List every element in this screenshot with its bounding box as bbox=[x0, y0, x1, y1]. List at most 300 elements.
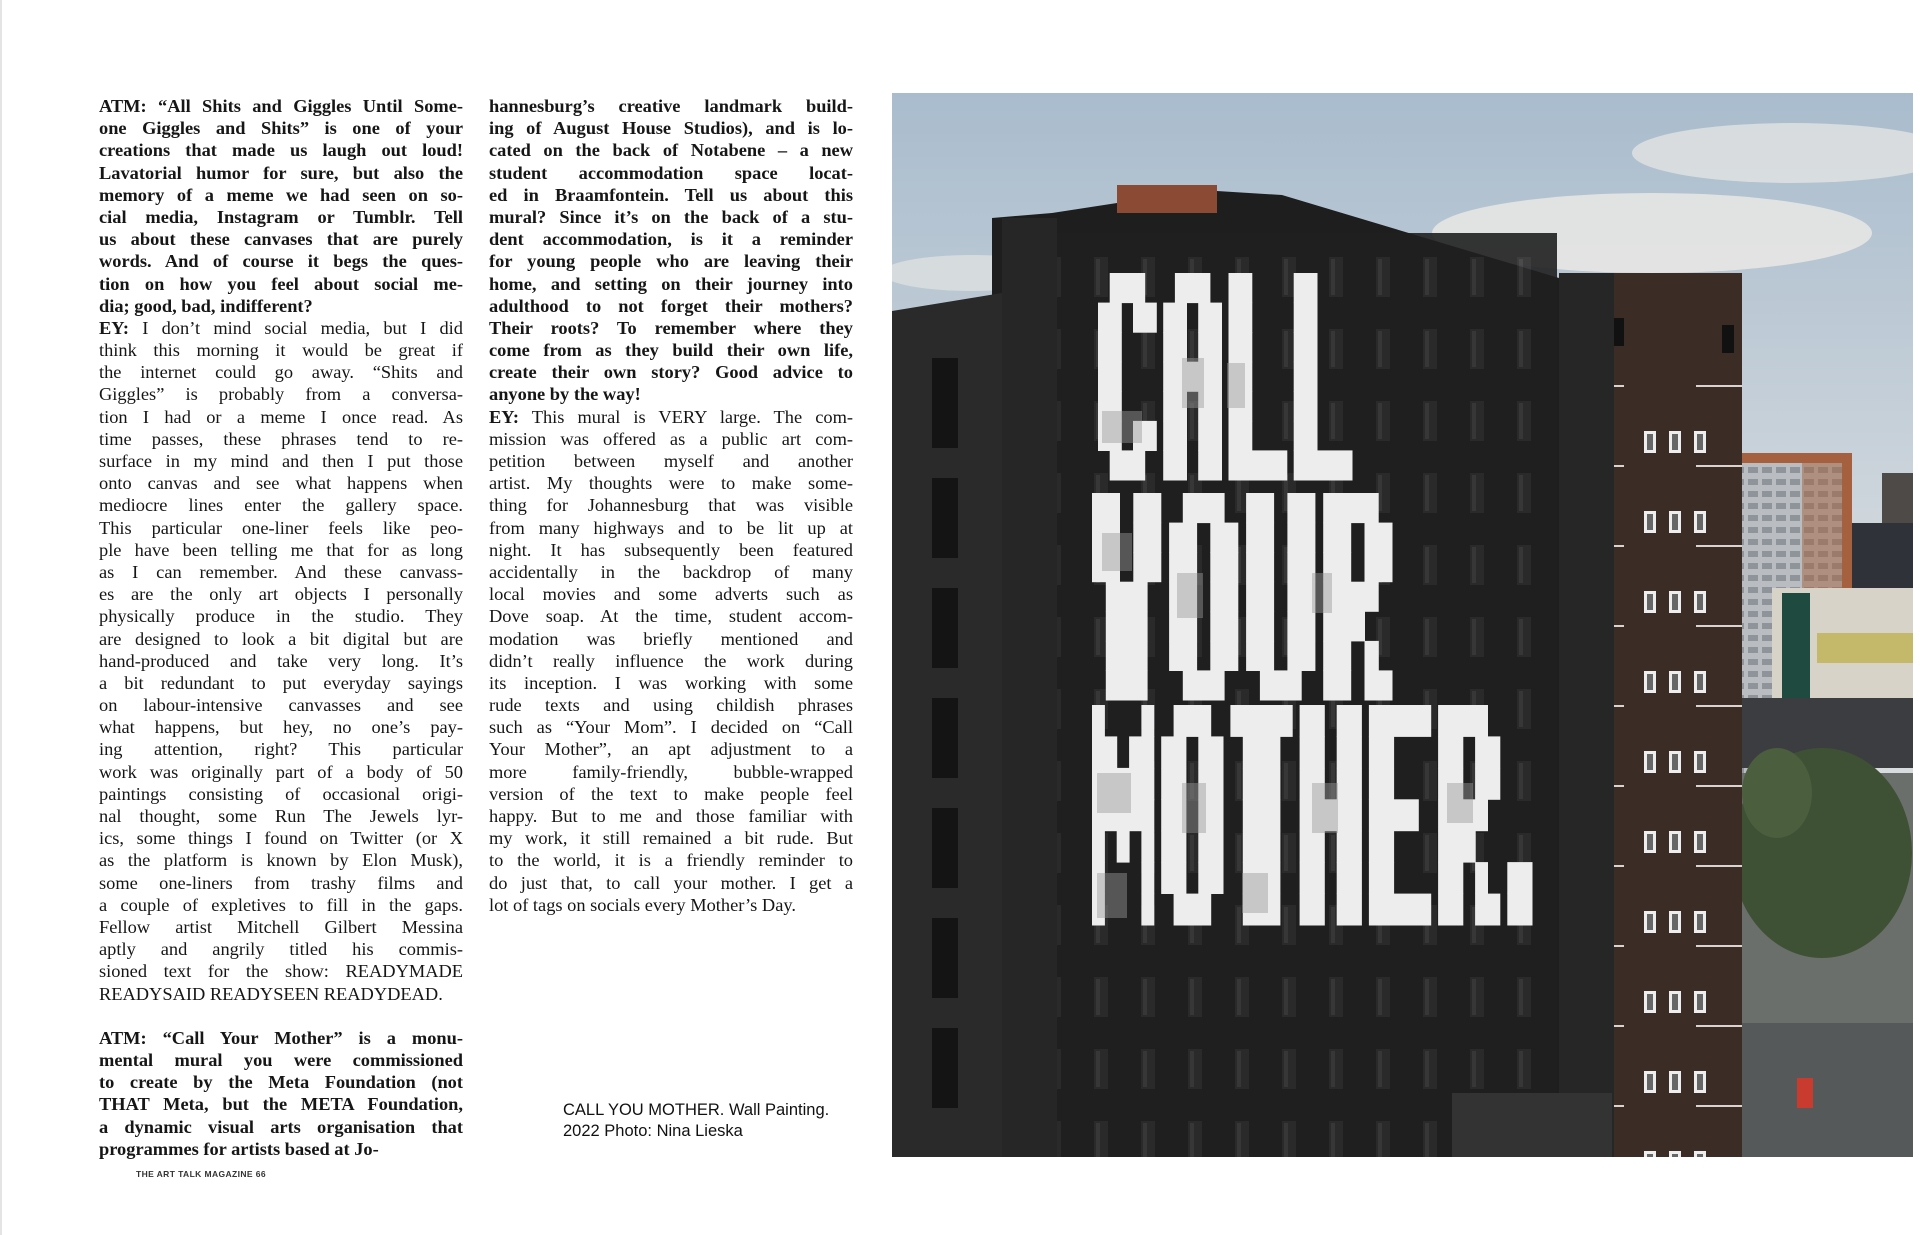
line-content bbox=[489, 296, 853, 316]
tree bbox=[1742, 748, 1812, 838]
text-line bbox=[99, 916, 463, 938]
text-line bbox=[489, 539, 853, 561]
mural-letter-block bbox=[1106, 611, 1148, 641]
line-text: us about these canvases that are purely bbox=[99, 229, 463, 250]
line-content bbox=[99, 739, 463, 759]
mural-letter-block bbox=[1337, 894, 1362, 926]
line-content bbox=[489, 118, 853, 138]
mural-letter-block bbox=[1161, 831, 1186, 863]
mural-letter-block bbox=[1229, 303, 1253, 333]
line-content bbox=[489, 495, 853, 515]
mural-letter-block bbox=[1169, 641, 1197, 671]
line-content bbox=[489, 673, 853, 693]
line-text: to the world, it is a friendly reminder to bbox=[489, 850, 853, 871]
text-line bbox=[99, 716, 463, 738]
text-line bbox=[99, 295, 463, 317]
text-line bbox=[99, 406, 463, 428]
text-line bbox=[99, 1093, 463, 1115]
text-line bbox=[489, 894, 853, 916]
text-line bbox=[99, 1049, 463, 1071]
line-content bbox=[99, 584, 463, 604]
mural-letter-block bbox=[1117, 831, 1130, 863]
line-text: Your Mother”, an apt adjustment to a bbox=[489, 739, 853, 760]
line-text: mural? Since it’s on the back of a stu- bbox=[489, 206, 853, 227]
page-footer: THE ART TALK MAGAZINE 66 bbox=[136, 1169, 267, 1179]
mural-letter-block bbox=[1438, 862, 1463, 894]
text-line bbox=[99, 738, 463, 760]
line-content bbox=[99, 362, 463, 382]
line-text: to create by the Meta Foundation (not bbox=[99, 1072, 463, 1093]
line-text: artist. My thoughts were to make some- bbox=[489, 473, 853, 494]
line-text: didn’t really influence the work during bbox=[489, 650, 853, 671]
line-text: happy. But to me and those familiar with bbox=[489, 806, 853, 826]
line-text: aptly and angrily titled his commis- bbox=[99, 939, 463, 960]
mural-letter-block bbox=[1183, 670, 1225, 700]
text-line bbox=[99, 273, 463, 295]
line-text: sioned text for the show: READYMADE bbox=[99, 961, 463, 982]
line-content bbox=[99, 562, 463, 582]
line-text: local movies and some adverts such as bbox=[489, 584, 853, 605]
mural-letter-block bbox=[1294, 273, 1318, 303]
text-line bbox=[99, 783, 463, 805]
line-content bbox=[99, 1050, 463, 1070]
line-text: rude texts and using childish phrases bbox=[489, 695, 853, 716]
mural-letter-block bbox=[1369, 768, 1394, 800]
line-content bbox=[99, 1117, 463, 1137]
text-line bbox=[489, 184, 853, 206]
mural-letter-block bbox=[1110, 450, 1146, 480]
text-line bbox=[489, 716, 853, 738]
text-line bbox=[99, 517, 463, 539]
mural-letter-block bbox=[1210, 611, 1238, 641]
line-text: I don’t mind social media, but I did bbox=[128, 317, 463, 338]
line-content bbox=[489, 229, 853, 249]
line-content bbox=[489, 207, 853, 227]
mural-letter-block bbox=[1230, 705, 1292, 737]
line-text: THAT Meta, but the META Foundation, bbox=[99, 1094, 463, 1115]
line-text: version of the text to make people feel bbox=[489, 783, 853, 804]
text-line bbox=[99, 694, 463, 716]
line-text: thing for Johannesburg that was visible bbox=[489, 495, 853, 516]
mural-letter-block bbox=[1287, 611, 1315, 641]
line-content bbox=[489, 873, 853, 893]
mural-letter bbox=[1507, 862, 1532, 925]
line-content bbox=[489, 340, 853, 360]
line-text: Their roots? To remember where they bbox=[489, 317, 853, 338]
text-line bbox=[99, 827, 463, 849]
line-content bbox=[489, 606, 853, 626]
mural-letter-block bbox=[1369, 736, 1394, 768]
mural-letter-block bbox=[1475, 894, 1500, 926]
text-line bbox=[99, 1005, 463, 1027]
mural-letter-block bbox=[1507, 894, 1532, 926]
mural-letter-block bbox=[1287, 641, 1315, 671]
mural-letter-block bbox=[1294, 391, 1318, 421]
line-content bbox=[99, 606, 463, 626]
line-text: surface in my mind and then I put those bbox=[99, 451, 463, 471]
mural-letter-block bbox=[1198, 831, 1223, 863]
line-content bbox=[489, 318, 853, 338]
mural-letter-block bbox=[1323, 493, 1379, 523]
line-content bbox=[99, 229, 463, 249]
mural-letter-block bbox=[1246, 641, 1274, 671]
mural-letter-block bbox=[1337, 736, 1362, 768]
text-line bbox=[99, 938, 463, 960]
line-content bbox=[99, 140, 463, 160]
line-content bbox=[489, 584, 853, 604]
mural-letter-block bbox=[1323, 611, 1365, 641]
mural-letter-block bbox=[1243, 831, 1281, 863]
mural-letter-block bbox=[1365, 552, 1393, 582]
mural-letter-block bbox=[1163, 332, 1187, 362]
line-text: Giggles” is probably from a conversa- bbox=[99, 384, 463, 405]
mural-letter-block bbox=[1229, 421, 1253, 451]
brick-tower bbox=[1559, 273, 1742, 1157]
mural-letter-block bbox=[1369, 799, 1419, 831]
mural-letter-block bbox=[1198, 303, 1222, 333]
line-text: a dynamic visual arts organisation that bbox=[99, 1116, 463, 1137]
line-text: on labour-intensive canvasses and see bbox=[99, 695, 463, 716]
text-line bbox=[489, 561, 853, 583]
text-line bbox=[99, 539, 463, 561]
mural-letter-block bbox=[1161, 862, 1186, 894]
line-content bbox=[489, 717, 853, 737]
line-content bbox=[99, 784, 463, 804]
line-content bbox=[99, 1072, 463, 1092]
text-line bbox=[489, 694, 853, 716]
line-text: dent accommodation, is it a reminder bbox=[489, 229, 853, 250]
line-text: a couple of expletives to fill in the gaps. bbox=[99, 894, 463, 915]
text-line bbox=[489, 361, 853, 383]
line-text: more family-friendly, bubble-wrapped bbox=[489, 761, 853, 782]
line-content bbox=[99, 850, 463, 870]
line-text: night. It has subsequently been featured bbox=[489, 539, 853, 560]
text-line bbox=[99, 605, 463, 627]
mural-letter-block bbox=[1294, 303, 1318, 333]
line-content bbox=[489, 828, 853, 848]
text-line bbox=[489, 206, 853, 228]
line-content bbox=[99, 1139, 379, 1159]
line-content bbox=[99, 895, 463, 915]
mural-letter-block bbox=[1198, 736, 1223, 768]
line-text: memory of a meme we had seen on so- bbox=[99, 184, 463, 205]
answer-paragraph bbox=[489, 406, 853, 916]
line-content bbox=[99, 984, 443, 1004]
line-text: time passes, these phrases tend to re- bbox=[99, 428, 463, 449]
line-text: Fellow artist Mitchell Gilbert Messina bbox=[99, 916, 463, 937]
line-content bbox=[99, 274, 463, 294]
mural-letter-block bbox=[1229, 273, 1253, 303]
line-content bbox=[99, 518, 463, 538]
mural-letter-block bbox=[1169, 523, 1197, 553]
line-text: are designed to look a bit digital but are bbox=[99, 628, 463, 649]
line-content bbox=[489, 784, 853, 804]
text-line bbox=[99, 960, 463, 982]
line-text: work was originally part of a body of 50 bbox=[99, 761, 463, 782]
mural-letter-block bbox=[1246, 611, 1274, 641]
text-line bbox=[489, 139, 853, 161]
mural-letter-block bbox=[1106, 641, 1148, 671]
mural-letter-block bbox=[1287, 582, 1315, 612]
text-line bbox=[489, 517, 853, 539]
line-text: onto canvas and see what happens when bbox=[99, 473, 463, 494]
line-text: hand-produced and take very long. It’s bbox=[99, 650, 463, 671]
line-content bbox=[489, 473, 853, 493]
mural-letter-block bbox=[1438, 894, 1463, 926]
line-content bbox=[99, 318, 463, 338]
line-text: nal thought, some Run The Jewels lyr- bbox=[99, 806, 463, 826]
mural-letter-block bbox=[1246, 582, 1274, 612]
line-content bbox=[489, 96, 853, 116]
caption-line-2: 2022 Photo: Nina Lieska bbox=[563, 1122, 743, 1140]
mural-letter-block bbox=[1365, 523, 1393, 553]
mural-letter-block bbox=[1475, 862, 1488, 894]
mural-letter-block bbox=[1210, 582, 1238, 612]
text-line bbox=[99, 672, 463, 694]
text-line bbox=[489, 383, 853, 405]
line-content bbox=[489, 806, 853, 826]
text-line bbox=[99, 494, 463, 516]
mural-letter-block bbox=[1198, 862, 1223, 894]
mural-letter-block bbox=[1161, 736, 1186, 768]
mural-letter-block bbox=[1294, 362, 1318, 392]
question-paragraph bbox=[99, 1027, 463, 1160]
text-line bbox=[99, 1116, 463, 1138]
line-text: its inception. I was working with some bbox=[489, 672, 853, 693]
text-line bbox=[99, 1071, 463, 1093]
line-text: adulthood to not forget their mothers? bbox=[489, 295, 853, 316]
mural-letter-block bbox=[1300, 831, 1325, 863]
line-content bbox=[489, 695, 853, 715]
text-line bbox=[99, 95, 463, 117]
article-column-middle bbox=[489, 95, 853, 916]
mural-letter-block bbox=[1092, 705, 1105, 737]
text-line bbox=[489, 849, 853, 871]
line-content bbox=[99, 473, 463, 493]
text-line bbox=[489, 738, 853, 760]
text-line bbox=[489, 339, 853, 361]
mural-letter-block bbox=[1092, 493, 1120, 523]
mural-letter-block bbox=[1129, 736, 1154, 768]
mural-letter-block bbox=[1210, 552, 1238, 582]
mural-letter-block bbox=[1098, 303, 1122, 333]
text-line bbox=[99, 650, 463, 672]
mural-letter-block bbox=[1243, 799, 1281, 831]
mural-letter-block bbox=[1475, 736, 1500, 768]
line-text: my work, it still remained a bit rude. But bbox=[489, 828, 853, 849]
text-line bbox=[99, 339, 463, 361]
mural-letter-block bbox=[1133, 303, 1157, 333]
mural-letter-block bbox=[1210, 641, 1238, 671]
line-content bbox=[99, 695, 463, 715]
text-line bbox=[99, 317, 463, 339]
line-text: ing of August House Studios), and is lo- bbox=[489, 118, 853, 139]
text-line bbox=[99, 450, 463, 472]
question-paragraph bbox=[99, 95, 463, 317]
mural-letter-block bbox=[1210, 523, 1238, 553]
mural-letter-block bbox=[1243, 736, 1281, 768]
text-line bbox=[489, 650, 853, 672]
line-text: anyone by the way! bbox=[489, 384, 641, 405]
line-content bbox=[489, 762, 853, 782]
text-line bbox=[99, 162, 463, 184]
text-line bbox=[99, 1138, 463, 1160]
text-line bbox=[99, 361, 463, 383]
line-text: ple have been telling me that for as long bbox=[99, 539, 463, 560]
line-text: mission was offered as a public art com- bbox=[489, 428, 853, 449]
text-line bbox=[99, 872, 463, 894]
line-content bbox=[489, 185, 853, 205]
line-text: ATM: “Call Your Mother” is a monu- bbox=[99, 1027, 463, 1048]
mural-letter-block bbox=[1183, 493, 1225, 523]
line-content bbox=[99, 163, 463, 183]
text-line bbox=[489, 583, 853, 605]
mural-letter-block bbox=[1198, 450, 1222, 480]
mural-letter-block bbox=[1098, 362, 1122, 392]
mural-letter-block bbox=[1163, 421, 1187, 451]
mural-letter-block bbox=[1106, 670, 1148, 700]
mural-letter-block bbox=[1243, 768, 1281, 800]
mural-letter-block bbox=[1438, 831, 1476, 863]
speaker-label: EY: bbox=[489, 406, 519, 427]
line-content bbox=[99, 296, 313, 316]
mural-letter-block bbox=[1287, 552, 1315, 582]
mural-letter-block bbox=[1287, 523, 1315, 553]
line-content bbox=[489, 562, 853, 582]
line-content bbox=[99, 717, 463, 737]
line-text: cial media, Instagram or Tumblr. Tell bbox=[99, 206, 463, 227]
text-line bbox=[99, 583, 463, 605]
text-line bbox=[489, 472, 853, 494]
line-content bbox=[489, 407, 853, 427]
line-content bbox=[99, 1094, 463, 1114]
line-text: ed in Braamfontein. Tell us about this bbox=[489, 184, 853, 205]
mural-letter-block bbox=[1323, 523, 1351, 553]
mural-letter-block bbox=[1337, 705, 1362, 737]
line-content bbox=[99, 629, 463, 649]
line-text: words. And of course it begs the ques- bbox=[99, 251, 463, 272]
line-content bbox=[489, 163, 853, 183]
text-line bbox=[489, 317, 853, 339]
mural-letter-block bbox=[1133, 493, 1161, 523]
line-content bbox=[99, 762, 463, 782]
question-paragraph bbox=[489, 95, 853, 406]
mural-letter-block bbox=[1365, 641, 1379, 671]
line-text: create their own story? Good advice to bbox=[489, 362, 853, 383]
text-line bbox=[99, 383, 463, 405]
line-text: This particular one-liner feels like peo- bbox=[99, 517, 463, 538]
line-content bbox=[489, 429, 853, 449]
paragraph-spacer bbox=[99, 1005, 463, 1027]
line-content bbox=[489, 739, 853, 759]
line-content bbox=[489, 140, 853, 160]
mural-letter-block bbox=[1163, 450, 1187, 480]
text-line bbox=[489, 95, 853, 117]
mural-letter-block bbox=[1337, 768, 1362, 800]
line-content bbox=[489, 629, 853, 649]
mural-letter-block bbox=[1438, 736, 1463, 768]
mural-letter-block bbox=[1246, 493, 1274, 523]
mural-letter-block bbox=[1141, 705, 1154, 737]
mural-letter-block bbox=[1133, 523, 1161, 553]
text-line bbox=[489, 805, 853, 827]
mural-letter-block bbox=[1163, 303, 1187, 333]
line-text: some one-liners from trashy films and bbox=[99, 872, 463, 893]
text-line bbox=[489, 428, 853, 450]
line-content bbox=[489, 251, 853, 271]
mural-letter-block bbox=[1175, 273, 1211, 303]
text-line bbox=[99, 894, 463, 916]
line-text: home, and setting on their journey into bbox=[489, 273, 853, 294]
mural-letter-block bbox=[1246, 523, 1274, 553]
text-line bbox=[489, 406, 853, 428]
line-text: a bit redundant to put everyday sayings bbox=[99, 672, 463, 693]
line-text: es are the only art objects I personally bbox=[99, 584, 463, 605]
mural-letter-block bbox=[1475, 768, 1500, 800]
line-text: tion on how you feel about social me- bbox=[99, 273, 463, 294]
line-content bbox=[99, 451, 463, 471]
text-line bbox=[99, 428, 463, 450]
line-content bbox=[489, 850, 853, 870]
mural-letter-block bbox=[1229, 450, 1288, 480]
line-content bbox=[99, 673, 463, 693]
mural-letter-block bbox=[1369, 831, 1394, 863]
mural-letter-block bbox=[1174, 894, 1212, 926]
line-text: Lavatorial humor for sure, but also the bbox=[99, 162, 463, 183]
text-line bbox=[99, 761, 463, 783]
line-text: from many highways and to be lit up at bbox=[489, 517, 853, 538]
line-text: ATM: “All Shits and Giggles Until Some- bbox=[99, 96, 463, 116]
line-text: programmes for artists based at Jo- bbox=[99, 1138, 379, 1159]
line-text: paintings consisting of occasional origi- bbox=[99, 783, 463, 804]
mural-letter-block bbox=[1198, 332, 1222, 362]
text-line bbox=[489, 273, 853, 295]
mural-letter-block bbox=[1174, 705, 1212, 737]
mural-letter-block bbox=[1092, 736, 1117, 768]
line-text: what happens, but hey, no one’s pay- bbox=[99, 717, 463, 738]
line-content bbox=[99, 495, 463, 515]
mural-letter-block bbox=[1507, 862, 1532, 894]
line-content bbox=[99, 806, 463, 826]
line-text: This mural is VERY large. The com- bbox=[518, 406, 853, 427]
mural-letter-block bbox=[1198, 421, 1222, 451]
line-content bbox=[99, 917, 463, 937]
text-line bbox=[99, 849, 463, 871]
page-edge bbox=[0, 0, 2, 1235]
mural-letter-block bbox=[1098, 332, 1122, 362]
line-text: creations that made us laugh out loud! bbox=[99, 140, 463, 161]
line-text: come from as they build their own life, bbox=[489, 340, 853, 361]
line-content bbox=[489, 895, 796, 915]
line-text: as the platform is known by Elon Musk), bbox=[99, 850, 463, 871]
line-text: ing attention, right? This particular bbox=[99, 739, 463, 760]
speaker-label: EY: bbox=[99, 317, 129, 338]
mural-letter-block bbox=[1229, 332, 1253, 362]
mural-letter-block bbox=[1141, 862, 1154, 894]
mural-letter-block bbox=[1300, 705, 1325, 737]
line-text: hannesburg’s creative landmark build- bbox=[489, 96, 853, 116]
text-line bbox=[489, 605, 853, 627]
line-text: modation was briefly mentioned and bbox=[489, 628, 853, 649]
answer-paragraph bbox=[99, 317, 463, 1005]
caption-line-1: CALL YOU MOTHER. Wall Painting. bbox=[563, 1101, 830, 1119]
mural-letter-block bbox=[1369, 862, 1394, 894]
line-content bbox=[99, 251, 463, 271]
line-text: such as “Your Mom”. I decided on “Call bbox=[489, 717, 853, 738]
line-content bbox=[99, 1028, 463, 1048]
line-content bbox=[99, 96, 463, 116]
mural-letter-block bbox=[1133, 552, 1161, 582]
